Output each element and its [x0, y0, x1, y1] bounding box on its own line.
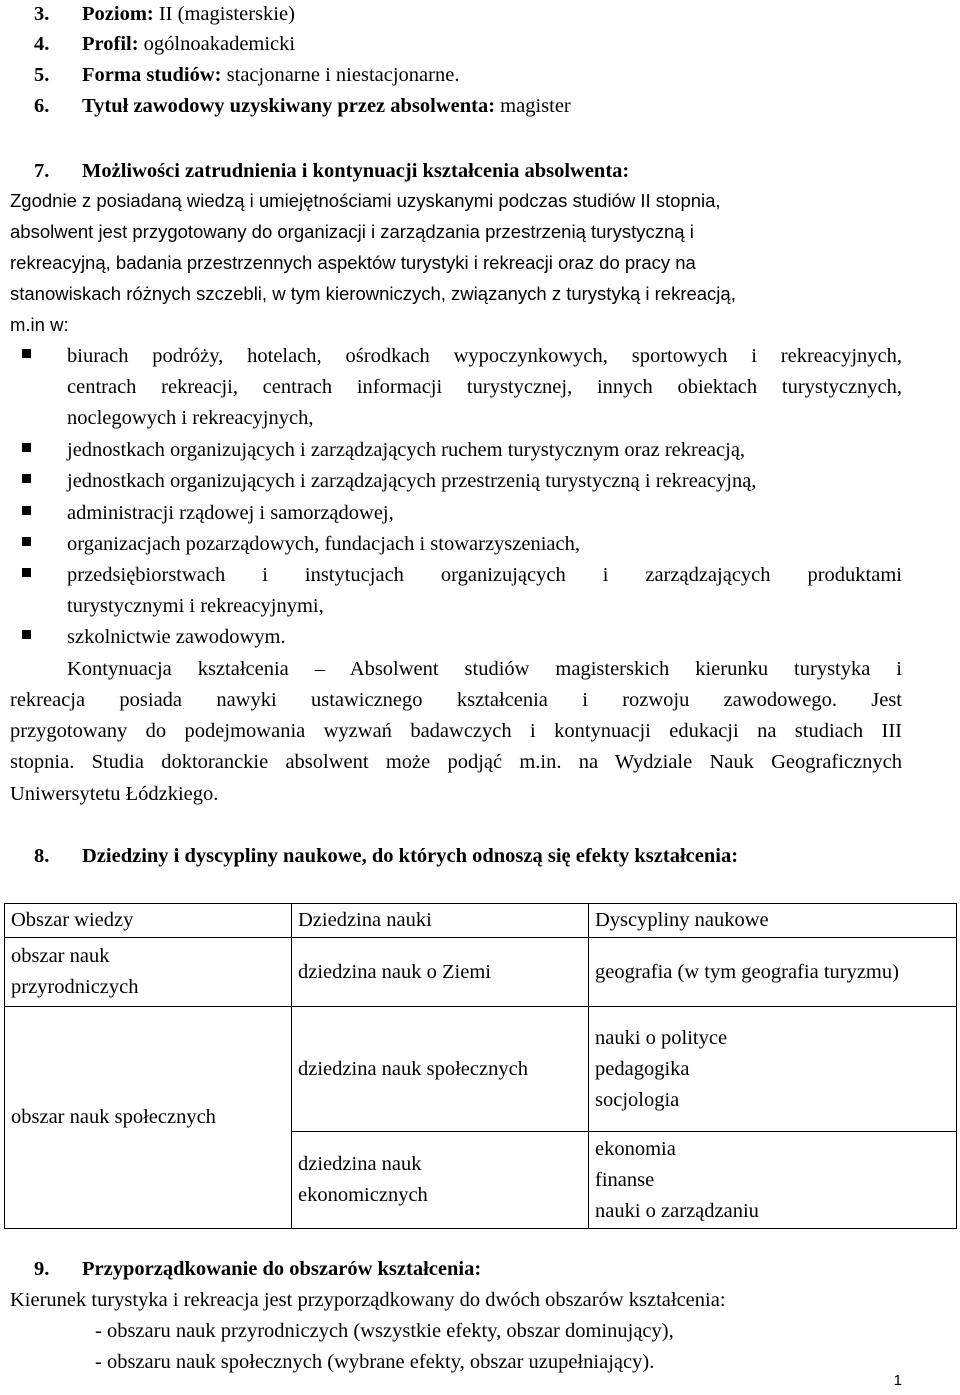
cell-line: nauki o polityce	[595, 1026, 728, 1049]
bullet-text: biurach podróży, hotelach, ośrodkach wypoczynkowych, sportowych i rekreacyjnych,	[67, 345, 902, 367]
sec9-item: - obszaru nauk społecznych (wybrane efekty, obszar uzupełniający).	[95, 1351, 655, 1373]
sec7-intro-line: m.in w:	[10, 314, 69, 335]
bullet-square-icon	[22, 537, 31, 546]
sec4-number: 4.	[34, 33, 50, 55]
table-header-cell: Dyscypliny naukowe	[589, 904, 957, 938]
table-row	[5, 938, 957, 1007]
sec7-intro-line: rekreacyjną, badania przestrzennych aspektów turystyki i rekreacji oraz do pracy na	[10, 252, 696, 273]
table-cell-discipline: geografia (w tym geografia turyzmu)	[589, 938, 957, 1007]
continuation-line: Uniwersytetu Łódzkiego.	[10, 783, 219, 805]
sec8-number: 8.	[34, 845, 50, 867]
sec7-number: 7.	[34, 160, 50, 182]
sec6-number: 6.	[34, 95, 50, 117]
sec4-label: Profil:	[82, 33, 139, 55]
bullet-text: noclegowych i rekreacyjnych,	[67, 407, 314, 429]
continuation-line: stopnia. Studia doktoranckie absolwent może podjąć m.in. na Wydziale Nauk Geograficznych	[10, 751, 902, 773]
bullet-square-icon	[22, 506, 31, 515]
cell-line: ekonomicznych	[298, 1184, 428, 1206]
sec6-value: magister	[500, 95, 571, 117]
sec7-intro-line: stanowiskach różnych szczebli, w tym kierowniczych, związanych z turystyką i rekreacją,	[10, 283, 736, 304]
sec5-value: stacjonarne i niestacjonarne.	[226, 64, 460, 86]
sec3-number: 3.	[34, 3, 50, 25]
bullet-text: przedsiębiorstwach i instytucjach organizujących i zarządzających produktami	[67, 564, 902, 586]
table-cell-discipline	[589, 1132, 957, 1229]
sec9-number: 9.	[34, 1258, 50, 1280]
disciplines-table	[4, 903, 957, 1229]
sec5-label: Forma studiów:	[82, 64, 222, 86]
sec7-intro-line: Zgodnie z posiadaną wiedzą i umiejętnościami uzyskanymi podczas studiów II stopnia,	[10, 190, 721, 211]
table-cell-field: dziedzina nauk o Ziemi	[292, 938, 589, 1007]
cell-line: przyrodniczych	[11, 976, 139, 998]
bullet-text: centrach rekreacji, centrach informacji turystycznej, innych obiektach turystycznych,	[67, 376, 902, 398]
table-header-row	[5, 904, 957, 938]
bullet-square-icon	[22, 630, 31, 639]
sec5-line	[82, 62, 459, 88]
sec3-value: II (magisterskie)	[158, 3, 295, 25]
table-cell-area	[5, 938, 292, 1007]
sec4-line	[82, 31, 295, 57]
bullet-text: administracji rządowej i samorządowej,	[67, 502, 394, 524]
table-cell-area: obszar nauk społecznych	[5, 1007, 292, 1229]
continuation-line: przygotowany do podejmowania wyzwań badawczych i kontynuacji edukacji na studiach III	[10, 720, 902, 742]
cell-line: socjologia	[595, 1088, 680, 1111]
bullet-text: turystycznymi i rekreacyjnymi,	[67, 595, 324, 617]
sec5-number: 5.	[34, 64, 50, 86]
cell-line: nauki o zarządzaniu	[595, 1199, 759, 1222]
bullet-text: organizacjach pozarządowych, fundacjach i stowarzyszeniach,	[67, 533, 581, 555]
sec4-value: ogólnoakademicki	[143, 33, 296, 55]
bullet-square-icon	[22, 349, 31, 358]
sec6-label: Tytuł zawodowy uzyskiwany przez absolwenta:	[82, 95, 496, 117]
page-number: 1	[893, 1372, 902, 1389]
bullet-square-icon	[22, 568, 31, 577]
cell-line: ekonomia	[595, 1137, 676, 1160]
sec9-heading: Przyporządkowanie do obszarów kształcenia:	[82, 1258, 482, 1280]
bullet-text: jednostkach organizujących i zarządzających przestrzenią turystyczną i rekreacyjną,	[67, 470, 757, 492]
cell-line: dziedzina nauk	[298, 1153, 422, 1175]
bullet-square-icon	[22, 443, 31, 452]
table-cell-discipline	[589, 1007, 957, 1132]
sec8-heading: Dziedziny i dyscypliny naukowe, do których odnoszą się efekty kształcenia:	[82, 845, 739, 867]
sec9-item: - obszaru nauk przyrodniczych (wszystkie efekty, obszar dominujący),	[95, 1320, 674, 1342]
sec7-intro-line: absolwent jest przygotowany do organizacji i zarządzania przestrzenią turystyczną i	[10, 221, 694, 242]
continuation-line: rekreacja posiada nawyki ustawicznego kształcenia i rozwoju zawodowego. Jest	[10, 689, 902, 711]
cell-line: obszar nauk	[11, 945, 110, 967]
bullet-text: jednostkach organizujących i zarządzających ruchem turystycznym oraz rekreacją,	[67, 439, 746, 461]
cell-line: pedagogika	[595, 1057, 690, 1080]
table-cell-field	[292, 1132, 589, 1229]
table-header-cell: Obszar wiedzy	[5, 904, 292, 938]
sec3-label: Poziom:	[82, 3, 154, 25]
sec9-text: Kierunek turystyka i rekreacja jest przyporządkowany do dwóch obszarów kształcenia:	[10, 1289, 726, 1311]
sec7-heading: Możliwości zatrudnienia i kontynuacji kształcenia absolwenta:	[82, 160, 630, 182]
cell-line: finanse	[595, 1168, 655, 1191]
table-header-cell: Dziedzina nauki	[292, 904, 589, 938]
continuation-line: Kontynuacja kształcenia – Absolwent studiów magisterskich kierunku turystyka i	[67, 658, 902, 680]
table-cell-field: dziedzina nauk społecznych	[292, 1007, 589, 1132]
sec6-line	[82, 93, 571, 119]
bullet-square-icon	[22, 474, 31, 483]
sec3-line	[82, 1, 295, 27]
bullet-text: szkolnictwie zawodowym.	[67, 626, 286, 648]
table-row	[5, 1007, 957, 1132]
